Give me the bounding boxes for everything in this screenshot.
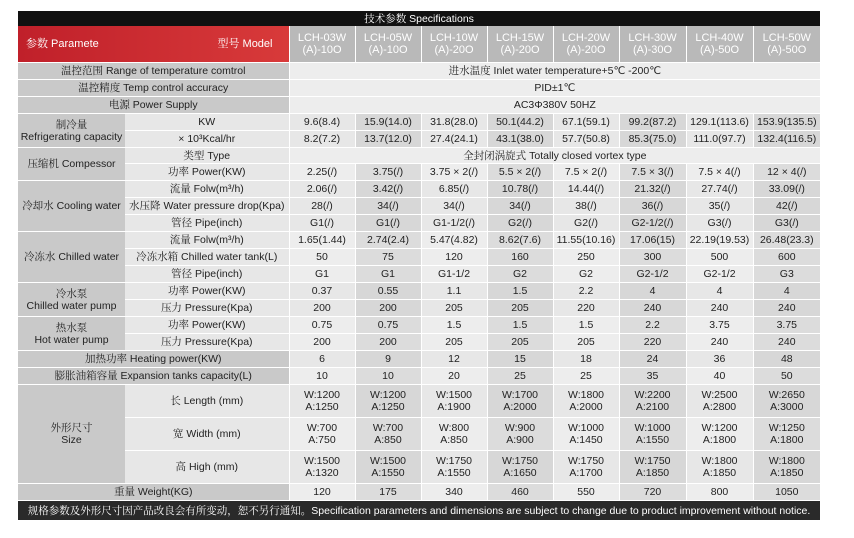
value-cell: 205 bbox=[421, 300, 487, 317]
value-line: W:1200 bbox=[701, 422, 738, 434]
value-line: W:1800 bbox=[768, 455, 805, 467]
value-cell: 600 bbox=[753, 249, 820, 266]
value-cell: 120 bbox=[421, 249, 487, 266]
model-header-label: 型号 Model bbox=[217, 38, 273, 50]
table-title: 技术参数 Specifications bbox=[18, 11, 820, 26]
value-cell: 15.9(14.0) bbox=[355, 114, 421, 131]
value-line: W:1800 bbox=[568, 389, 604, 401]
row-label: 压力 Pressure(Kpa) bbox=[125, 300, 289, 317]
value-cell: 153.9(135.5) bbox=[753, 114, 820, 131]
value-cell bbox=[289, 418, 355, 451]
value-cell: 3.75 × 2(/) bbox=[421, 164, 487, 181]
value-cell: 21.32(/) bbox=[619, 181, 686, 198]
value-line: A:850 bbox=[440, 434, 468, 446]
value-cell: G2-1/2 bbox=[686, 266, 753, 283]
value-line: A:1650 bbox=[503, 467, 537, 479]
model-header: LCH-03W (A)-10O bbox=[289, 26, 355, 63]
row-label: 功率 Power(KW) bbox=[125, 283, 289, 300]
value-cell: 9 bbox=[355, 351, 421, 368]
row-label: 温控范围 Range of temperature comtrol bbox=[18, 63, 289, 80]
value-cell: 1.5 bbox=[487, 317, 553, 334]
value-cell: 5.47(4.82) bbox=[421, 232, 487, 249]
row-label: 冷冻水箱 Chilled water tank(L) bbox=[125, 249, 289, 266]
value-cell bbox=[487, 418, 553, 451]
value-line: A:1320 bbox=[305, 467, 339, 479]
value-line: A:1800 bbox=[702, 434, 737, 446]
value-cell: G1 bbox=[355, 266, 421, 283]
value-line: W:700 bbox=[372, 422, 404, 434]
value-line: A:1900 bbox=[437, 401, 471, 413]
value-cell: 28(/) bbox=[289, 198, 355, 215]
hot-water-pump-label-cn: 热水泵 bbox=[55, 321, 88, 334]
refrigerating-capacity-label-en: Refrigerating capacity bbox=[20, 130, 123, 143]
value-line: W:1200 bbox=[370, 389, 406, 401]
value-cell: 205 bbox=[487, 300, 553, 317]
value-cell: 40 bbox=[686, 368, 753, 385]
value-cell bbox=[421, 385, 487, 418]
value-line: A:2800 bbox=[702, 401, 737, 413]
value-cell bbox=[355, 418, 421, 451]
value-cell: 200 bbox=[355, 300, 421, 317]
value-cell: 1.5 bbox=[553, 317, 619, 334]
value-cell: 10 bbox=[355, 368, 421, 385]
value-cell: 240 bbox=[753, 334, 820, 351]
value-cell: 111.0(97.7) bbox=[686, 131, 753, 148]
value-cell: G2-1/2(/) bbox=[619, 215, 686, 232]
footer-row bbox=[18, 501, 820, 521]
value-line: W:1750 bbox=[568, 455, 604, 467]
cooling-water-flow-row bbox=[18, 181, 820, 198]
value-line: W:1200 bbox=[304, 389, 340, 401]
size-width-row bbox=[18, 418, 820, 451]
value-cell bbox=[686, 385, 753, 418]
value-cell: 1.5 bbox=[421, 317, 487, 334]
hot-water-pump-label bbox=[18, 317, 125, 351]
temp-accuracy-row bbox=[18, 80, 820, 97]
value-cell: 2.06(/) bbox=[289, 181, 355, 198]
value-cell bbox=[619, 385, 686, 418]
value-cell: 1.1 bbox=[421, 283, 487, 300]
value-line: W:700 bbox=[306, 422, 338, 434]
value-cell: G3(/) bbox=[753, 215, 820, 232]
value-cell: 205 bbox=[487, 334, 553, 351]
value-cell: 240 bbox=[686, 300, 753, 317]
value-cell: 2.2 bbox=[619, 317, 686, 334]
value-cell: 1050 bbox=[753, 484, 820, 501]
value-line: W:1500 bbox=[304, 455, 340, 467]
value-cell: G2(/) bbox=[553, 215, 619, 232]
model-header: LCH-10W (A)-20O bbox=[421, 26, 487, 63]
value-cell bbox=[421, 418, 487, 451]
value-cell: 175 bbox=[355, 484, 421, 501]
power-supply-value: AC3Φ380V 50HZ bbox=[289, 97, 820, 114]
value-line: A:1450 bbox=[569, 434, 603, 446]
model-header: LCH-20W (A)-20O bbox=[553, 26, 619, 63]
value-cell: G2-1/2 bbox=[619, 266, 686, 283]
value-cell: 7.5 × 2(/) bbox=[553, 164, 619, 181]
value-cell: 42(/) bbox=[753, 198, 820, 215]
refrigerating-capacity-label bbox=[18, 114, 125, 148]
value-cell: 43.1(38.0) bbox=[487, 131, 553, 148]
value-cell: 15 bbox=[487, 351, 553, 368]
row-label: 流量 Folw(m³/h) bbox=[125, 181, 289, 198]
heating-power-row bbox=[18, 351, 820, 368]
value-cell: 99.2(87.2) bbox=[619, 114, 686, 131]
value-cell bbox=[619, 451, 686, 484]
value-cell: 57.7(50.8) bbox=[553, 131, 619, 148]
value-cell: 120 bbox=[289, 484, 355, 501]
value-line: W:2500 bbox=[701, 389, 738, 401]
value-cell: 460 bbox=[487, 484, 553, 501]
value-cell: 4 bbox=[619, 283, 686, 300]
value-cell: 25 bbox=[487, 368, 553, 385]
chilled-pump-power-row bbox=[18, 283, 820, 300]
value-cell: 720 bbox=[619, 484, 686, 501]
value-line: W:1000 bbox=[634, 422, 671, 434]
cooling-water-drop-row bbox=[18, 198, 820, 215]
value-cell: 6 bbox=[289, 351, 355, 368]
row-label: 膨胀油箱容量 Expansion tanks capacity(L) bbox=[18, 368, 289, 385]
value-cell: 26.48(23.3) bbox=[753, 232, 820, 249]
row-label: × 10³Kcal/hr bbox=[125, 131, 289, 148]
value-cell bbox=[487, 385, 553, 418]
chilled-pump-pressure-row bbox=[18, 300, 820, 317]
value-cell: 240 bbox=[619, 300, 686, 317]
value-line: W:900 bbox=[504, 422, 536, 434]
value-line: W:1700 bbox=[502, 389, 538, 401]
value-cell: 34(/) bbox=[487, 198, 553, 215]
value-cell: 2.25(/) bbox=[289, 164, 355, 181]
row-label: 高 High (mm) bbox=[125, 451, 289, 484]
value-cell: 8.2(7.2) bbox=[289, 131, 355, 148]
value-cell: 85.3(75.0) bbox=[619, 131, 686, 148]
expansion-tank-row bbox=[18, 368, 820, 385]
value-cell bbox=[753, 451, 820, 484]
value-cell bbox=[686, 418, 753, 451]
value-cell bbox=[753, 418, 820, 451]
value-cell: 10.78(/) bbox=[487, 181, 553, 198]
value-cell bbox=[553, 451, 619, 484]
value-cell: 0.37 bbox=[289, 283, 355, 300]
value-cell: G1-1/2(/) bbox=[421, 215, 487, 232]
row-label: 电源 Power Supply bbox=[18, 97, 289, 114]
value-line: W:1750 bbox=[634, 455, 671, 467]
value-cell bbox=[619, 418, 686, 451]
temp-accuracy-value: PID±1℃ bbox=[289, 80, 820, 97]
value-cell: 25 bbox=[553, 368, 619, 385]
value-cell: 250 bbox=[553, 249, 619, 266]
row-label: 温控精度 Temp control accuracy bbox=[18, 80, 289, 97]
value-cell: G2 bbox=[487, 266, 553, 283]
cooling-kcal-row bbox=[18, 131, 820, 148]
value-cell: 1.65(1.44) bbox=[289, 232, 355, 249]
compressor-type-row bbox=[18, 148, 820, 164]
row-label: 流量 Folw(m³/h) bbox=[125, 232, 289, 249]
chilled-water-tank-row bbox=[18, 249, 820, 266]
value-cell: 3.75 bbox=[686, 317, 753, 334]
row-label: 类型 Type bbox=[125, 148, 289, 164]
value-cell: 48 bbox=[753, 351, 820, 368]
model-header: LCH-50W (A)-50O bbox=[753, 26, 820, 63]
value-line: W:800 bbox=[438, 422, 470, 434]
value-cell: G1(/) bbox=[289, 215, 355, 232]
value-cell: 35 bbox=[619, 368, 686, 385]
chilled-water-pump-label-en: Chilled water pump bbox=[26, 299, 117, 312]
value-cell: 220 bbox=[619, 334, 686, 351]
chilled-water-pump-label bbox=[18, 283, 125, 317]
value-cell: 31.8(28.0) bbox=[421, 114, 487, 131]
value-cell: 1.5 bbox=[487, 283, 553, 300]
value-cell: 38(/) bbox=[553, 198, 619, 215]
row-label: 宽 Width (mm) bbox=[125, 418, 289, 451]
row-label: 长 Length (mm) bbox=[125, 385, 289, 418]
footer-note: 规格参数及外形尺寸因产品改良会有所变动，恕不另行通知。Specification parameters and dimensions are subject to change due to product improvement without notice. bbox=[18, 501, 820, 521]
value-line: A:1700 bbox=[569, 467, 603, 479]
value-line: W:1250 bbox=[768, 422, 805, 434]
value-line: W:2650 bbox=[768, 389, 805, 401]
value-line: W:1500 bbox=[370, 455, 406, 467]
value-cell: 2.2 bbox=[553, 283, 619, 300]
size-label-cn: 外形尺寸 bbox=[50, 422, 93, 434]
value-cell: 8.62(7.6) bbox=[487, 232, 553, 249]
value-cell bbox=[553, 385, 619, 418]
value-cell: 20 bbox=[421, 368, 487, 385]
refrigerating-capacity-label-cn: 制冷量 bbox=[55, 118, 88, 131]
value-line: W:1000 bbox=[568, 422, 604, 434]
row-label: 重量 Weight(KG) bbox=[18, 484, 289, 501]
chilled-water-pipe-row bbox=[18, 266, 820, 283]
size-high-row bbox=[18, 451, 820, 484]
value-cell: 550 bbox=[553, 484, 619, 501]
value-line: A:1850 bbox=[702, 467, 737, 479]
cooling-kw-row bbox=[18, 114, 820, 131]
value-cell: 34(/) bbox=[421, 198, 487, 215]
value-cell: 24 bbox=[619, 351, 686, 368]
value-line: A:1550 bbox=[437, 467, 471, 479]
specifications-table bbox=[18, 11, 820, 520]
value-cell: 12 bbox=[421, 351, 487, 368]
value-cell: 240 bbox=[686, 334, 753, 351]
value-line: A:1850 bbox=[635, 467, 670, 479]
value-cell: 12 × 4(/) bbox=[753, 164, 820, 181]
row-label: 管径 Pipe(inch) bbox=[125, 266, 289, 283]
size-label bbox=[18, 385, 125, 484]
value-line: W:1800 bbox=[701, 455, 738, 467]
value-line: A:900 bbox=[506, 434, 534, 446]
value-cell: 33.09(/) bbox=[753, 181, 820, 198]
model-header: LCH-05W (A)-10O bbox=[355, 26, 421, 63]
value-cell: 67.1(59.1) bbox=[553, 114, 619, 131]
row-label: KW bbox=[125, 114, 289, 131]
hot-pump-pressure-row bbox=[18, 334, 820, 351]
row-label: 功率 Power(KW) bbox=[125, 317, 289, 334]
value-cell: 7.5 × 3(/) bbox=[619, 164, 686, 181]
value-cell bbox=[355, 451, 421, 484]
parameter-header-label: 参数 Paramete bbox=[26, 38, 99, 50]
row-label: 功率 Power(KW) bbox=[125, 164, 289, 181]
value-line: A:1250 bbox=[371, 401, 405, 413]
value-line: W:1750 bbox=[436, 455, 472, 467]
size-label-en: Size bbox=[61, 434, 82, 446]
value-line: A:2100 bbox=[635, 401, 670, 413]
value-cell bbox=[289, 451, 355, 484]
value-cell: 50.1(44.2) bbox=[487, 114, 553, 131]
value-line: A:750 bbox=[308, 434, 336, 446]
value-cell: 35(/) bbox=[686, 198, 753, 215]
value-line: A:1250 bbox=[305, 401, 339, 413]
value-cell: 300 bbox=[619, 249, 686, 266]
model-header: LCH-40W (A)-50O bbox=[686, 26, 753, 63]
value-cell: 7.5 × 4(/) bbox=[686, 164, 753, 181]
value-cell bbox=[487, 451, 553, 484]
value-cell: 18 bbox=[553, 351, 619, 368]
row-label: 压力 Pressure(Kpa) bbox=[125, 334, 289, 351]
value-cell: 129.1(113.6) bbox=[686, 114, 753, 131]
value-line: W:2200 bbox=[634, 389, 671, 401]
value-cell: 22.19(19.53) bbox=[686, 232, 753, 249]
value-cell: 200 bbox=[289, 300, 355, 317]
value-cell: 14.44(/) bbox=[553, 181, 619, 198]
model-header: LCH-30W (A)-30O bbox=[619, 26, 686, 63]
value-line: A:1850 bbox=[770, 467, 804, 479]
value-cell: 17.06(15) bbox=[619, 232, 686, 249]
temp-range-row bbox=[18, 63, 820, 80]
value-cell: G1 bbox=[289, 266, 355, 283]
value-cell: 13.7(12.0) bbox=[355, 131, 421, 148]
value-cell: 4 bbox=[686, 283, 753, 300]
value-cell: G2 bbox=[553, 266, 619, 283]
chilled-water-label: 冷冻水 Chilled water bbox=[18, 232, 125, 283]
power-supply-row bbox=[18, 97, 820, 114]
row-label: 加热功率 Heating power(KW) bbox=[18, 351, 289, 368]
value-cell bbox=[289, 385, 355, 418]
row-label: 管径 Pipe(inch) bbox=[125, 215, 289, 232]
value-cell: 0.75 bbox=[289, 317, 355, 334]
value-cell: 500 bbox=[686, 249, 753, 266]
value-cell: G2(/) bbox=[487, 215, 553, 232]
value-cell: 200 bbox=[289, 334, 355, 351]
value-line: W:1750 bbox=[502, 455, 538, 467]
value-cell: 0.75 bbox=[355, 317, 421, 334]
value-cell bbox=[553, 418, 619, 451]
value-cell bbox=[421, 451, 487, 484]
value-line: A:1800 bbox=[770, 434, 804, 446]
row-label: 水压降 Water pressure drop(Kpa) bbox=[125, 198, 289, 215]
hot-pump-power-row bbox=[18, 317, 820, 334]
value-cell: 4 bbox=[753, 283, 820, 300]
value-cell bbox=[355, 385, 421, 418]
value-cell: 11.55(10.16) bbox=[553, 232, 619, 249]
chilled-water-flow-row bbox=[18, 232, 820, 249]
value-line: A:3000 bbox=[770, 401, 804, 413]
value-cell: 205 bbox=[421, 334, 487, 351]
value-cell: 340 bbox=[421, 484, 487, 501]
value-cell: 3.42(/) bbox=[355, 181, 421, 198]
value-cell: 5.5 × 2(/) bbox=[487, 164, 553, 181]
value-cell: G3(/) bbox=[686, 215, 753, 232]
value-cell: 36 bbox=[686, 351, 753, 368]
value-cell: 160 bbox=[487, 249, 553, 266]
value-cell: 3.75 bbox=[753, 317, 820, 334]
size-length-row bbox=[18, 385, 820, 418]
value-cell: 50 bbox=[753, 368, 820, 385]
value-cell: 220 bbox=[553, 300, 619, 317]
weight-row bbox=[18, 484, 820, 501]
value-cell: 27.74(/) bbox=[686, 181, 753, 198]
value-cell: 132.4(116.5) bbox=[753, 131, 820, 148]
value-cell: G1(/) bbox=[355, 215, 421, 232]
chilled-water-pump-label-cn: 冷水泵 bbox=[55, 287, 88, 300]
value-cell: G1-1/2 bbox=[421, 266, 487, 283]
value-cell: G3 bbox=[753, 266, 820, 283]
compressor-type-value: 全封闭涡旋式 Totally closed vortex type bbox=[289, 148, 820, 164]
value-cell bbox=[753, 385, 820, 418]
value-cell: 800 bbox=[686, 484, 753, 501]
value-cell: 10 bbox=[289, 368, 355, 385]
value-cell bbox=[686, 451, 753, 484]
value-cell: 0.55 bbox=[355, 283, 421, 300]
compressor-power-row bbox=[18, 164, 820, 181]
value-line: W:1500 bbox=[436, 389, 472, 401]
cooling-water-label: 冷却水 Cooling water bbox=[18, 181, 125, 232]
value-cell: 9.6(8.4) bbox=[289, 114, 355, 131]
temp-range-value: 进水温度 Inlet water temperature+5℃ -200℃ bbox=[289, 63, 820, 80]
parameter-model-header bbox=[18, 26, 289, 63]
value-line: A:1550 bbox=[635, 434, 670, 446]
value-cell: 3.75(/) bbox=[355, 164, 421, 181]
value-cell: 2.74(2.4) bbox=[355, 232, 421, 249]
value-line: A:850 bbox=[374, 434, 402, 446]
value-cell: 50 bbox=[289, 249, 355, 266]
cooling-water-pipe-row bbox=[18, 215, 820, 232]
value-cell: 200 bbox=[355, 334, 421, 351]
value-cell: 27.4(24.1) bbox=[421, 131, 487, 148]
header-row bbox=[18, 26, 820, 63]
value-cell: 36(/) bbox=[619, 198, 686, 215]
value-cell: 240 bbox=[753, 300, 820, 317]
value-cell: 34(/) bbox=[355, 198, 421, 215]
hot-water-pump-label-en: Hot water pump bbox=[34, 333, 109, 346]
model-header: LCH-15W (A)-20O bbox=[487, 26, 553, 63]
value-line: A:1550 bbox=[371, 467, 405, 479]
value-line: A:2000 bbox=[503, 401, 537, 413]
value-line: A:2000 bbox=[569, 401, 603, 413]
value-cell: 205 bbox=[553, 334, 619, 351]
value-cell: 6.85(/) bbox=[421, 181, 487, 198]
compressor-label: 压缩机 Compessor bbox=[18, 148, 125, 181]
value-cell: 75 bbox=[355, 249, 421, 266]
